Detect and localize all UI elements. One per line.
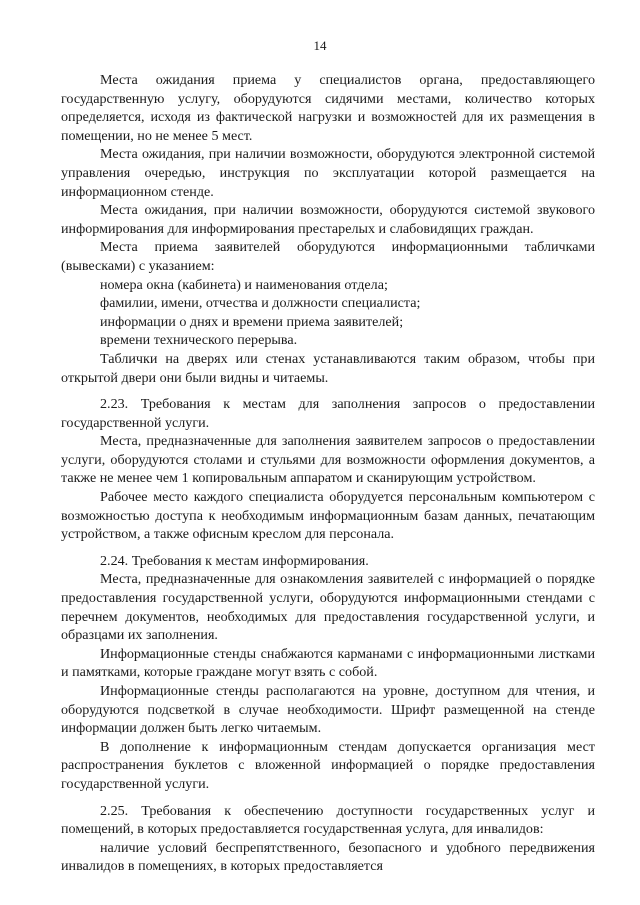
list-item: информации о днях и времени приема заявителей; bbox=[100, 313, 404, 330]
paragraph-audio-system: Места ожидания, при наличии возможности, оборудуются системой звукового информирования для информирования престарелых и слабовидящих граждан. bbox=[61, 202, 595, 237]
section-heading-2-24: 2.24. Требования к местам информирования. bbox=[100, 552, 369, 569]
list-item: номера окна (кабинета) и наименования отдела; bbox=[100, 276, 388, 293]
paragraph-accessibility-conditions: наличие условий беспрепятственного, безопасного и удобного передвижения инвалидов в помещениях, в которых предоставляется bbox=[61, 839, 595, 875]
page-number: 14 bbox=[313, 38, 327, 53]
paragraph-info-stands-level: Информационные стенды располагаются на уровне, доступном для чтения, и оборудуются подсветкой в случае необходимости. Шрифт размещенной на стенде информации должен быть легко читаемым. bbox=[61, 683, 595, 737]
paragraph-reception-signs: Места приема заявителей оборудуются информационными табличками (вывесками) с указанием: bbox=[61, 239, 595, 274]
paragraph-request-places: Места, предназначенные для заполнения заявителем запросов о предоставлении услуги, оборудуются столами и стульями для возможности оформления документов, а также не менее чем 1 копировальным аппаратом и сканирующим устройством. bbox=[61, 433, 595, 487]
paragraph-waiting-seats: Места ожидания приема у специалистов органа, предоставляющего государственную услугу, оборудуются сидячими местами, количество которых определяется, исходя из фактической нагрузки и возможностей для их размещения в помещении, но не менее 5 мест. bbox=[61, 72, 595, 144]
paragraph-info-stands-pockets: Информационные стенды снабжаются карманами с информационными листками и памятками, которые граждане могут взять с собой. bbox=[61, 645, 595, 681]
list-item: времени технического перерыва. bbox=[100, 332, 298, 349]
paragraph-workplace: Рабочее место каждого специалиста оборудуется персональным компьютером с возможностью доступа к необходимым информационным базам данных, печатающим устройством, а также офисным креслом для персонала. bbox=[61, 489, 595, 543]
section-heading-2-25: 2.25. Требования к обеспечению доступности государственных услуг и помещений, в которых предоставляется государственная услуга, для инвалидов: bbox=[61, 802, 595, 838]
paragraph-info-places: Места, предназначенные для ознакомления заявителей с информацией о порядке предоставления государственной услуги, оборудуются информационными стендами с перечнем документов, необходимых для предоставления государственной услуги, и образцами их заполнения. bbox=[61, 571, 595, 644]
paragraph-booklets: В дополнение к информационным стендам допускается организация мест распространения буклетов с вложенной информацией о порядке предоставления государственной услуги. bbox=[61, 738, 595, 792]
list-item: фамилии, имени, отчества и должности специалиста; bbox=[100, 295, 421, 312]
document-body bbox=[61, 71, 595, 876]
section-heading-2-23: 2.23. Требования к местам для заполнения запросов о предоставлении государственной услуги. bbox=[61, 396, 595, 431]
paragraph-queue-system: Места ожидания, при наличии возможности, оборудуются электронной системой управления очередью, инструкция по эксплуатации которой размещается на информационном стенде. bbox=[61, 146, 595, 200]
paragraph-signs-placement: Таблички на дверях или стенах устанавливаются таким образом, чтобы при открытой двери они были видны и читаемы. bbox=[61, 350, 595, 386]
